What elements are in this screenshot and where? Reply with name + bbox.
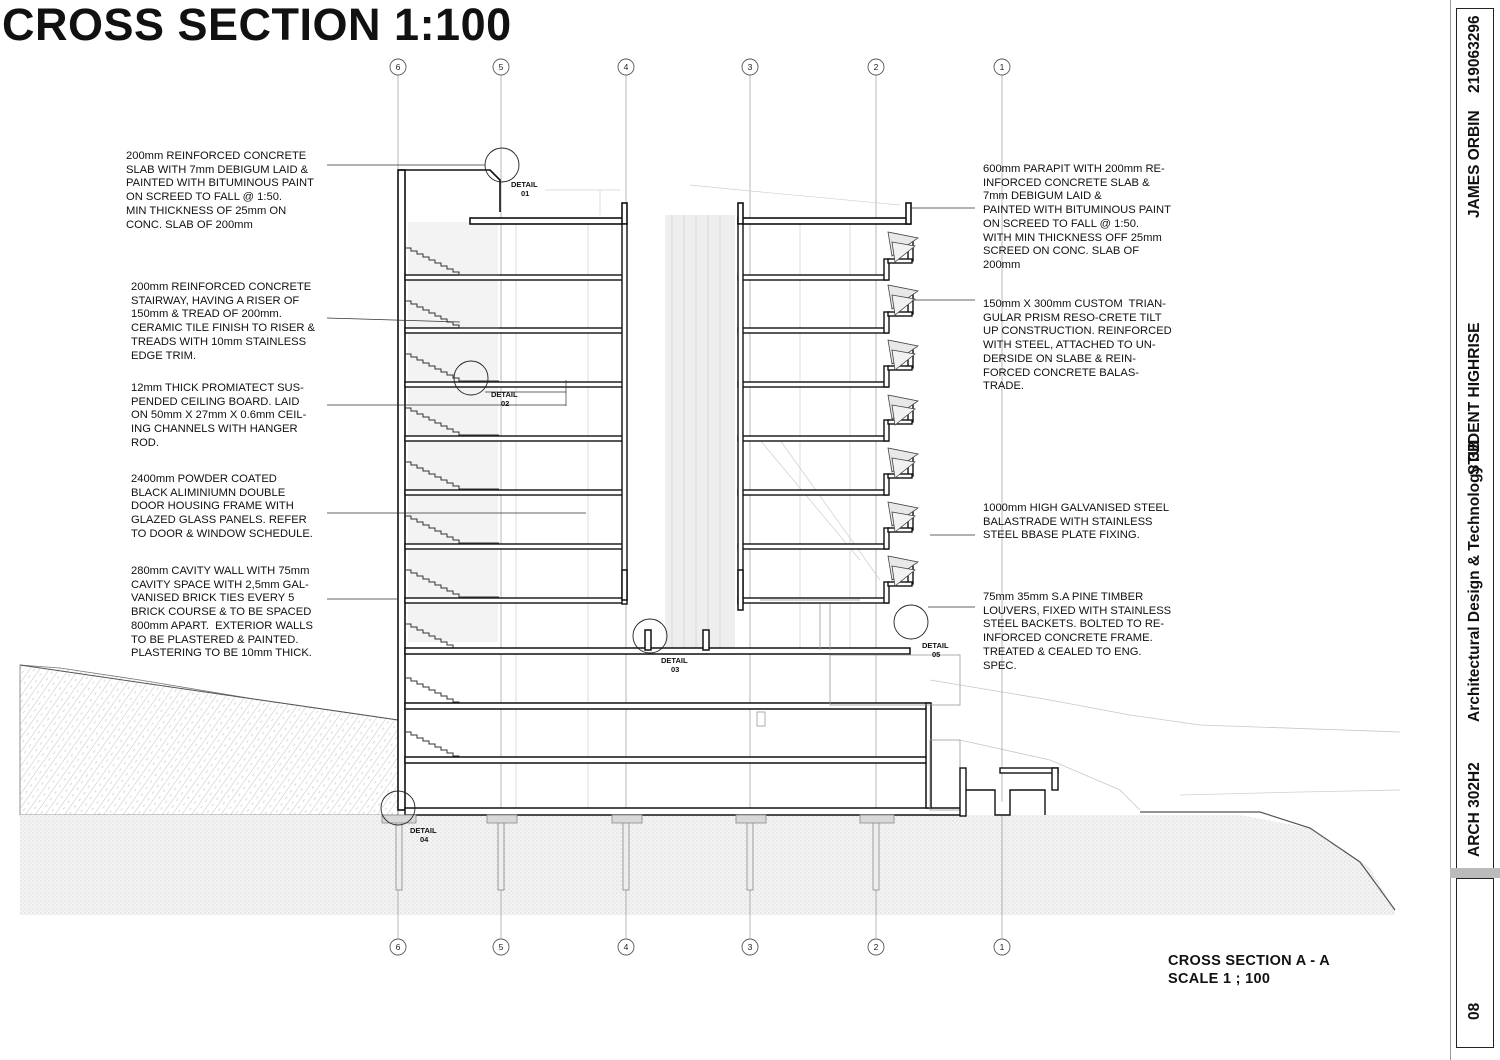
note-parapet: 600mm PARAPIT WITH 200mm RE- INFORCED CONCRETE SLAB & 7mm DEBIGUM LAID & PAINTED WITH BITUMINOUS PAINT ON SCREED TO FALL @ 1:50. WITH MIN THICKNESS OFF 25mm SCREED ON CONC. SLAB OF 200mm	[983, 163, 1171, 271]
grid-label: 5	[498, 942, 504, 952]
core-wall-right	[738, 224, 743, 604]
balcony-slab	[888, 366, 912, 370]
grid-label: 2	[873, 942, 879, 952]
terrain-left	[20, 665, 398, 815]
detail-label: DETAIL	[491, 390, 518, 399]
title-block-band	[1450, 868, 1500, 878]
floor-slab-left	[405, 544, 625, 549]
floor-slab-right	[738, 544, 888, 549]
student-number: 219063296	[1466, 15, 1483, 93]
balcony-slab	[888, 582, 912, 586]
grid-label: 5	[498, 62, 504, 72]
note-ceiling-board: 12mm THICK PROMIATECT SUS- PENDED CEILING BOARD. LAID ON 50mm X 27mm X 0.6mm CEIL- ING CHANNELS WITH HANGER ROD.	[131, 382, 307, 449]
detail-label: DETAIL	[661, 656, 688, 665]
balcony-slab	[888, 259, 912, 263]
detail-number: 04	[420, 835, 429, 844]
detail-label: DETAIL	[922, 641, 949, 650]
floor-slab-right	[738, 382, 888, 387]
balcony-slab	[888, 528, 912, 532]
page-title: CROSS SECTION 1:100	[2, 0, 512, 50]
floor-slab-right	[738, 490, 888, 495]
balcony-slab	[888, 474, 912, 478]
detail-number: 02	[501, 399, 510, 408]
detail-number: 03	[671, 665, 680, 674]
sheet-number: 08	[1466, 1002, 1483, 1020]
stair-flight	[405, 678, 499, 705]
floor-slab-left	[405, 436, 625, 441]
note-balustrade: 1000mm HIGH GALVANISED STEEL BALASTRADE WITH STAINLESS STEEL BBASE PLATE FIXING.	[983, 502, 1170, 542]
grid-label: 3	[747, 62, 753, 72]
caption-title: CROSS SECTION A - A	[1168, 953, 1330, 969]
floor-slab-right	[738, 275, 888, 280]
grid-label: 6	[395, 942, 401, 952]
floor-slab-left	[405, 490, 625, 495]
grid-label: 4	[623, 942, 629, 952]
grid-label: 1	[999, 942, 1005, 952]
project-name: STUDENT HIGHRISE	[1466, 322, 1483, 475]
detail-label: DETAIL	[511, 180, 538, 189]
floor-slab-left	[405, 275, 625, 280]
floor-slab-right	[738, 598, 888, 603]
course-code: ARCH 302H2	[1466, 762, 1483, 857]
note-cavity-wall: 280mm CAVITY WALL WITH 75mm CAVITY SPACE WITH 2,5mm GAL- VANISED BRICK TIES EVERY 5 BRICK COURSE & TO BE SPACED 800mm APART. EXTERIOR WALLS TO BE PLASTERED & PAINTED. PLASTERING TO BE 10mm THICK.	[131, 565, 313, 660]
core-wall-left	[622, 224, 627, 604]
floor-slab-right	[738, 328, 888, 333]
course-name: Architectural Design & Technology 3B	[1466, 440, 1483, 722]
caption-scale: SCALE 1 ; 100	[1168, 971, 1271, 987]
grid-label: 4	[623, 62, 629, 72]
note-stairway: 200mm REINFORCED CONCRETE STAIRWAY, HAVING A RISER OF 150mm & TREAD OF 200mm. CERAMIC TILE FINISH TO RISER & TREADS WITH 10mm STAINLESS EDGE TRIM.	[131, 281, 316, 362]
grid-label: 3	[747, 942, 753, 952]
note-timber-louvers: 75mm 35mm S.A PINE TIMBER LOUVERS, FIXED WITH STAINLESS STEEL BACKETS. BOLTED TO RE- INFORCED CONCRETE FRAME. TREATED & CEALED TO ENG. SPEC.	[983, 591, 1172, 672]
floor-slab-right	[738, 436, 888, 441]
title-block-sheet-panel	[1456, 878, 1494, 1048]
detail-number: 05	[932, 650, 941, 659]
grid-label: 2	[873, 62, 879, 72]
detail-number: 01	[521, 189, 530, 198]
detail-label: DETAIL	[410, 826, 437, 835]
stair-flight	[405, 732, 499, 759]
section-caption	[1168, 952, 1330, 988]
note-prism-louvre: 150mm X 300mm CUSTOM TRIAN- GULAR PRISM RESO-CRETE TILT UP CONSTRUCTION. REINFORCED WITH STEEL, ATTACHED TO UN- DERSIDE ON SLABE & REIN- FORCED CONCRETE BALAS- TRADE.	[983, 298, 1172, 393]
grid-label: 6	[395, 62, 401, 72]
floor-slab-left	[405, 382, 625, 387]
terrain-under	[20, 815, 1395, 915]
note-roof-slab: 200mm REINFORCED CONCRETE SLAB WITH 7mm DEBIGUM LAID & PAINTED WITH BITUMINOUS PAINT ON SCREED TO FALL @ 1:50. MIN THICKNESS OF 25mm ON CONC. SLAB OF 200mm	[126, 150, 314, 231]
floor-slab-left	[405, 328, 625, 333]
balcony-slab	[888, 312, 912, 316]
title-block-border	[1450, 0, 1451, 1060]
grid-label: 1	[999, 62, 1005, 72]
student-name: JAMES ORBIN	[1466, 110, 1483, 218]
floor-slab-left	[405, 598, 625, 603]
note-door-frame: 2400mm POWDER COATED BLACK ALIMINIUMN DOUBLE DOOR HOUSING FRAME WITH GLAZED GLASS PANELS. REFER TO DOOR & WINDOW SCHEDULE.	[131, 473, 313, 540]
